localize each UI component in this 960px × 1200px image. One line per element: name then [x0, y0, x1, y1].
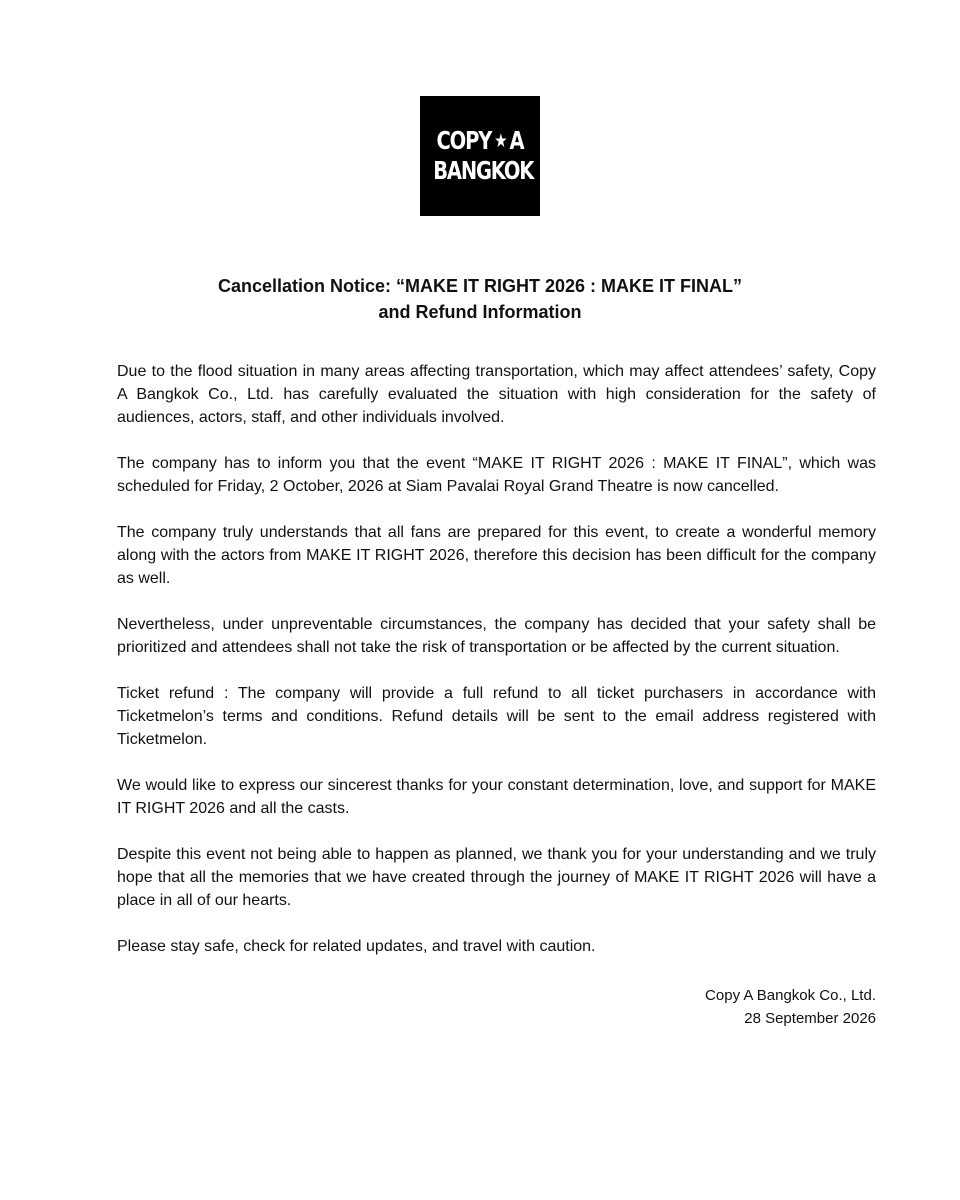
paragraph-memories: Despite this event not being able to happen as planned, we thank you for your understanding and we truly hope that all the memories that we have created through the journey of MAKE IT RIGHT 2026 will have a place in all of our hearts.: [117, 846, 876, 909]
signature-date: 28 September 2026: [744, 1010, 876, 1027]
notice-title-line-1: Cancellation Notice: “MAKE IT RIGHT 2026 : MAKE IT FINAL”: [217, 276, 743, 296]
signature-company: Copy A Bangkok Co., Ltd.: [705, 987, 876, 1004]
paragraph-thanks: We would like to express our sincerest thanks for your constant determination, love, and support for MAKE IT RIGHT 2026 and all the casts.: [117, 777, 876, 817]
logo-text-a: A: [509, 126, 524, 155]
paragraph-event-cancelled: The company has to inform you that the event “MAKE IT RIGHT 2026 : MAKE IT FINAL”, which was scheduled for Friday, 2 October, 2026 at Siam Pavalai Royal Grand Theatre is now cancelled.: [117, 455, 876, 495]
paragraph-ticket-refund: Ticket refund : The company will provide a full refund to all ticket purchasers in accordance with Ticketmelon’s terms and conditions. Refund details will be sent to the email address registered with Ticketmelon.: [117, 685, 876, 748]
paragraph-flood-situation: Due to the flood situation in many areas affecting transportation, which may affect attendees’ safety, Copy A Bangkok Co., Ltd. has carefully evaluated the situation with high consideration for the safety of audiences, actors, staff, and other individuals involved.: [117, 363, 876, 426]
notice-title-line-2: and Refund Information: [378, 302, 582, 322]
paragraph-company-understands: The company truly understands that all fans are prepared for this event, to create a wonderful memory along with the actors from MAKE IT RIGHT 2026, therefore this decision has been difficult for the company as well.: [117, 524, 876, 587]
paragraph-safety-priority: Nevertheless, under unpreventable circumstances, the company has decided that your safety shall be prioritized and attendees shall not take the risk of transportation or be affected by the current situation.: [117, 616, 876, 656]
notice-body: [117, 360, 876, 981]
signature-block: [117, 984, 876, 1030]
paragraph-stay-safe: Please stay safe, check for related updates, and travel with caution.: [117, 938, 596, 955]
logo-text-bangkok: BANGKOK: [433, 156, 534, 185]
logo-line-1: [433, 126, 527, 156]
logo-text-copy: COPY: [436, 126, 492, 155]
company-logo: [420, 96, 540, 216]
star-icon: ★: [494, 130, 507, 152]
notice-title: [117, 273, 843, 325]
